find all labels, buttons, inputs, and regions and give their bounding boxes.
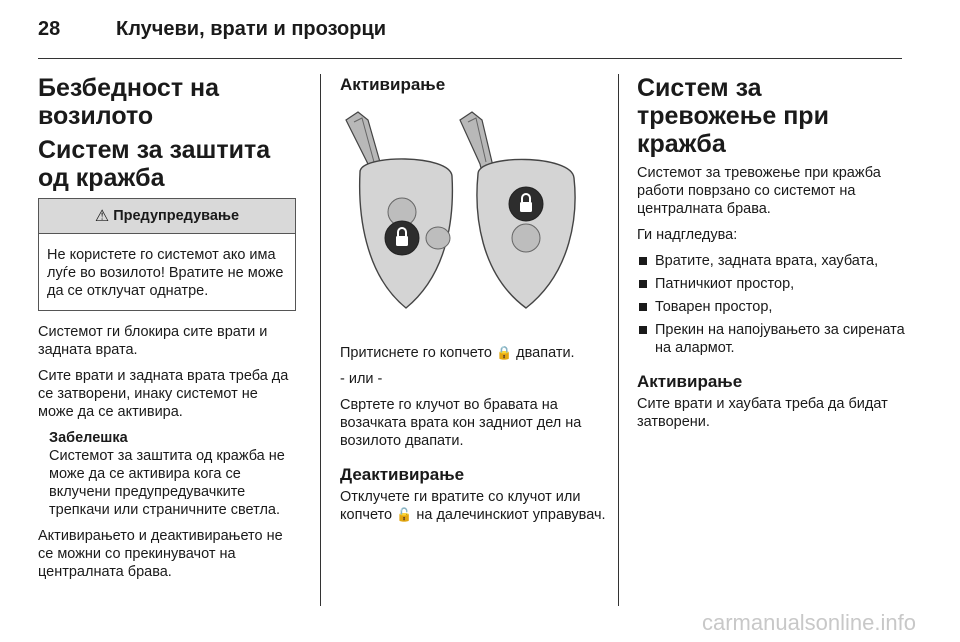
list-item: Товарен простор, [637,298,905,316]
unlock-button-right [512,224,540,252]
note-text: Системот за заштита од кражба не може да се активира кога се вклучени предупредувачките трепкачи или страничните светла. [49,448,285,518]
section-title: Безбедност на возилото [38,74,220,130]
note-box [49,429,296,519]
page-header [38,12,386,46]
header-rule [38,58,902,59]
column-1 [38,74,296,589]
watermark: carmanualsonline.info [701,610,916,635]
paragraph: Свртете го клучот во бравата на возачката врата кон задниот дел на возилото двапати. [340,397,582,449]
column-2 [340,74,606,532]
running-title: Клучеви, врати и прозорци [116,17,387,40]
unlock-icon: 🔓 [396,507,413,522]
paragraph: Сите врати и задната врата треба да се затворени, инаку системот не може да се активира. [38,368,289,420]
lock-icon: 🔒 [495,345,513,360]
warning-triangle-icon: ⚠ [94,208,110,225]
list-item: Прекин на напојувањето за сирената на алармот. [637,321,905,357]
or-separator: - или - [340,371,383,387]
activation-heading: Активирање [340,75,446,94]
lock-icon [396,236,408,246]
bullet-square-icon [639,280,647,288]
column-3 [637,74,905,439]
deactivation-heading: Деактивирање [340,465,465,484]
paragraph: Системот за тревожење при кражба работи поврзано со системот на централната брава. [637,165,881,217]
warning-header [39,199,295,234]
note-title: Забелешка [49,430,128,446]
column-divider [320,74,321,606]
warning-box [38,198,296,311]
list-item: Вратите, задната врата, хаубата, [637,252,905,270]
remote-keys-image [340,102,606,334]
bullet-square-icon [639,303,647,311]
paragraph: Отклучете ги вратите со клучот или копчето 🔓 на далечинскиот управувач. [340,489,606,523]
lock-icon [520,202,532,212]
alarm-activation-heading: Активирање [637,372,743,391]
bullet-square-icon [639,257,647,265]
page-number: 28 [38,17,61,40]
paragraph: Системот ги блокира сите врати и задната врата. [38,324,268,358]
alarm-section-title: Систем за тревожење при кражба [637,74,829,158]
paragraph: Активирањето и деактивирањето не се можни со прекинувачот на централната брава. [38,528,283,580]
paragraph: Ги надгледува: [637,227,738,243]
warning-title: Предупредување [113,208,240,224]
bullet-square-icon [639,326,647,334]
monitored-list [637,252,905,357]
column-divider [618,74,619,606]
warning-text: Не користете го системот ако има луѓе во возилото! Вратите не може да се отклучат однатре. [47,247,284,299]
section-subtitle: Систем за заштита од кражба [38,136,271,192]
list-item: Патничкиот простор, [637,275,905,293]
trunk-button [426,227,450,249]
paragraph: Сите врати и хаубата треба да бидат затворени. [637,396,888,430]
paragraph: Притиснете го копчето 🔒 двапати. [340,345,575,361]
